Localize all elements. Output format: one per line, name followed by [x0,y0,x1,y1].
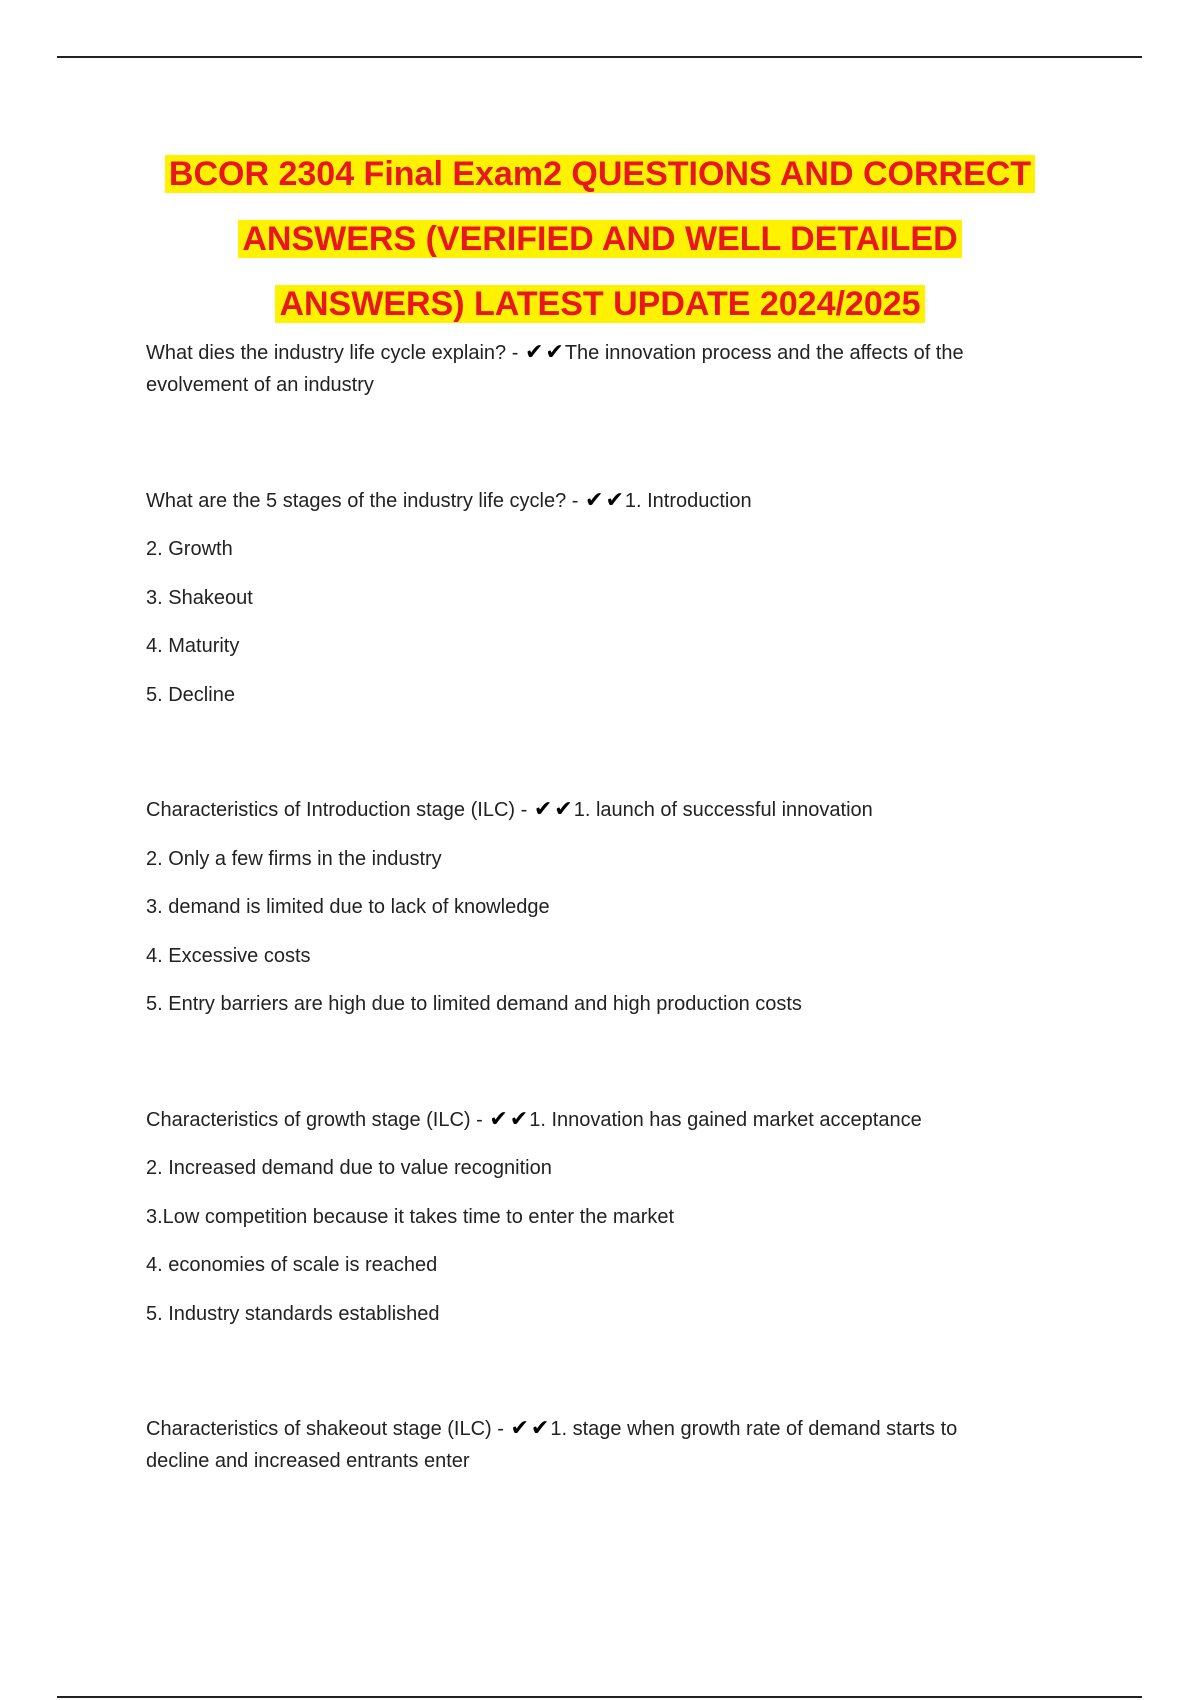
top-rule [57,56,1142,58]
qa-question-line [146,484,1086,517]
checkmark-icon: ✔ [530,1415,550,1440]
answer-list-item: 4. Maturity [146,635,240,657]
qa-block [146,1103,1086,1330]
answer-text: 1. launch of successful innovation [573,799,873,821]
checkmark-icon: ✔ [533,796,553,821]
checkmark-icon: ✔ [510,1415,529,1440]
answer-list-item: 5. Entry barriers are high due to limited demand and high production costs [146,993,802,1015]
answer-list-item: 2. Growth [146,538,233,560]
title-line: ANSWERS) LATEST UPDATE 2024/2025 [100,278,1100,337]
answer-text: 1. stage when growth rate of demand starts to [550,1418,958,1440]
question-text: Characteristics of growth stage (ILC) - [146,1108,489,1131]
qa-question-line [146,793,1086,826]
qa-content [146,336,1086,1494]
checkmark-icon: ✔ [545,339,564,364]
title-line: ANSWERS (VERIFIED AND WELL DETAILED [100,213,1100,272]
checkmark-icon: ✔ [605,486,624,512]
checkmark-icon: ✔ [554,796,573,821]
checkmark-icon: ✔ [524,339,544,364]
answer-list-item: 3.Low competition because it takes time to enter the market [146,1205,675,1228]
question-text: Characteristics of Introduction stage (ILC) - [146,799,533,821]
question-text: What are the 5 stages of the industry life cycle? - [146,489,584,512]
answer-list-item: 4. economies of scale is reached [146,1254,438,1276]
question-text: Characteristics of shakeout stage (ILC) - [146,1418,510,1440]
qa-block [146,484,1086,711]
qa-separator [146,727,1086,793]
qa-block [146,793,1086,1020]
qa-block [146,336,1086,401]
answer-list-item: 2. Only a few firms in the industry [146,847,442,870]
bottom-rule [57,1696,1142,1698]
qa-separator [146,418,1086,484]
answer-list-item: 4. Excessive costs [146,944,311,967]
answer-list-item: 5. Decline [146,683,235,706]
answer-continuation: evolvement of an industry [146,374,374,396]
question-text: What dies the industry life cycle explain? - [146,342,524,364]
answer-text: 1. Introduction [624,489,752,512]
qa-separator [146,1037,1086,1103]
answer-continuation: decline and increased entrants enter [146,1450,470,1472]
qa-question-line [146,1412,1086,1445]
checkmark-icon: ✔ [489,1105,508,1131]
qa-question-line [146,1103,1086,1136]
answer-list-item: 3. demand is limited due to lack of knowledge [146,896,550,918]
answer-list-item: 3. Shakeout [146,586,253,609]
qa-question-line [146,336,1086,369]
document-title [100,148,1100,343]
qa-block [146,1412,1086,1477]
answer-text: 1. Innovation has gained market acceptance [529,1108,922,1131]
checkmark-icon: ✔ [585,486,604,512]
answer-text: The innovation process and the affects of the [564,342,964,364]
checkmark-icon: ✔ [509,1105,529,1131]
answer-list-item: 5. Industry standards established [146,1302,440,1325]
title-line: BCOR 2304 Final Exam2 QUESTIONS AND CORRECT [100,148,1100,207]
answer-list-item: 2. Increased demand due to value recognition [146,1157,552,1179]
qa-separator [146,1346,1086,1412]
